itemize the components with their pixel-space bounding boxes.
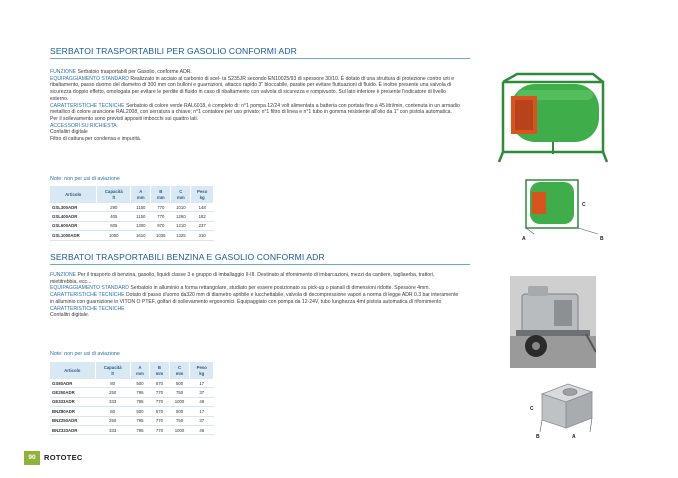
value-cell: 1000 — [169, 425, 190, 434]
dim-label-a: A — [522, 236, 526, 242]
value-cell: 182 — [191, 212, 214, 221]
value-cell: 750 — [169, 388, 190, 397]
green-tank-diagram — [520, 176, 610, 246]
s1-equip-label: EQUIPAGGIAMENTO STANDARD — [50, 75, 129, 82]
dim-label-b: B — [600, 236, 604, 242]
table-row — [50, 212, 214, 221]
table-row — [50, 425, 214, 434]
article-code-cell: GE250ADR — [50, 388, 95, 397]
dim-label-c: C — [530, 406, 534, 412]
column-header: Capacità lt — [95, 362, 130, 379]
table-row — [50, 397, 214, 406]
section1-title: SERBATOI TRASPORTABILI PER GASOLIO CONFORMI ADR — [50, 46, 297, 56]
s2-tech2-item: Contalitri digitale. — [50, 312, 90, 319]
article-code-cell: BNZ80ADR — [50, 407, 95, 416]
s2-equip-text: Serbatoio in alluminio a forma rettangolare, studiato per essere posizionato su pick-up o pianali di dimensioni ridotte. Spessore 4mm. — [128, 285, 430, 292]
section2-title: SERBATOI TRASPORTABILI BENZINA E GASOLIO CONFORMI ADR — [50, 252, 325, 262]
value-cell: 770 — [150, 425, 169, 434]
value-cell: 310 — [191, 231, 214, 240]
value-cell: 500 — [169, 379, 190, 388]
value-cell: 1010 — [171, 203, 191, 212]
column-header: B mm — [150, 362, 169, 379]
s2-tech2-label: CARATTERISTICHE TECNICHE — [50, 305, 125, 312]
value-cell: 500 — [130, 379, 149, 388]
page-number: 90 — [24, 451, 40, 465]
column-header: B mm — [151, 186, 171, 203]
value-cell: 17 — [190, 379, 214, 388]
s1-funzione-label: FUNZIONE — [50, 69, 77, 75]
value-cell: 500 — [169, 407, 190, 416]
column-header: Peso kg — [191, 186, 214, 203]
trailer-tank-photo — [510, 276, 596, 368]
article-code-cell: GSL600ADR — [50, 221, 97, 230]
value-cell: 770 — [150, 397, 169, 406]
value-cell: 1260 — [171, 212, 191, 221]
article-code-cell: GE333ADR — [50, 397, 95, 406]
value-cell: 148 — [191, 203, 214, 212]
value-cell: 795 — [130, 388, 149, 397]
s1-note: Note: non per usi di aviazione — [50, 176, 120, 182]
green-tank-photo — [497, 72, 609, 164]
s1-funzione-text: Serbatoio trasportabili per Gasolio, conforme ADR. — [76, 69, 192, 75]
alu-tank-diagram — [528, 380, 598, 442]
s2-note: Note: non per usi di aviazione — [50, 351, 120, 357]
article-code-cell: GSL300ADR — [50, 203, 97, 212]
dim-label-c: C — [582, 202, 586, 208]
section2-divider — [50, 264, 470, 265]
value-cell: 570 — [150, 379, 169, 388]
s1-accessori-item: Filtro di cattura per condensa e impurità. — [50, 136, 142, 143]
column-header: A mm — [131, 186, 151, 203]
value-cell: 770 — [150, 388, 169, 397]
value-cell: 970 — [151, 221, 171, 230]
column-header: Articolo — [50, 186, 97, 203]
value-cell: 770 — [151, 212, 171, 221]
article-code-cell: GS80ADR — [50, 379, 95, 388]
section2-description — [50, 272, 460, 319]
value-cell: 1150 — [131, 203, 151, 212]
table-header-row — [50, 362, 214, 379]
value-cell: 750 — [169, 416, 190, 425]
column-header: Peso kg — [190, 362, 214, 379]
value-cell: 37 — [190, 388, 214, 397]
column-header: Articolo — [50, 362, 95, 379]
s2-tech-label: CARATTERISTICHE TECNICHE — [50, 292, 125, 299]
brand-name: ROTOTEC — [44, 453, 83, 462]
value-cell: 1150 — [131, 212, 151, 221]
dim-label-a: A — [572, 434, 576, 440]
value-cell: 290 — [97, 203, 131, 212]
value-cell: 48 — [190, 425, 214, 434]
table-header-row — [50, 186, 214, 203]
value-cell: 250 — [95, 416, 130, 425]
value-cell: 1000 — [97, 231, 131, 240]
value-cell: 80 — [95, 379, 130, 388]
s2-funzione-text: Per il trasporto di benzina, gasolio, liquidi classe 3 e gruppo di imballaggio II-III. Destinato al rifornimento di imbarcazioni, mezzi da cantiere, tagliaerba, trattori, mietitrebbia, ecc... — [50, 272, 435, 285]
value-cell: 1325 — [171, 231, 191, 240]
value-cell: 37 — [190, 416, 214, 425]
article-code-cell: GSL400ADR — [50, 212, 97, 221]
value-cell: 795 — [130, 397, 149, 406]
column-header: A mm — [130, 362, 149, 379]
s1-equip-text: Realizzato in acciaio al carbonio di scel- ta S235JR secondo EN10025/93 di spessore 30/10. È dotato di una struttura di protezione contro urti e ribaltamento, passo duomo del diametro di 300 mm con bulloni e guarnizioni, attacco rapido 3" bloccabile, paratie per evitare fluttuazioni di fluido. È inoltre presente una valvola di sicurezza doppio effetto, omologata per evitare le perdite di fluido in caso di ribaltamento con valvola di sicurezza e rompivuoto. Sul lato inferiore è presente l'indicatore di livello esterno. — [50, 75, 455, 102]
table-row — [50, 221, 214, 230]
value-cell: 605 — [97, 221, 131, 230]
s1-spec-table — [50, 186, 214, 241]
s1-tech-label: CARATTERISTICHE TECNICHE — [50, 102, 125, 109]
value-cell: 333 — [95, 397, 130, 406]
s1-accessori-label: ACCESSORI SU RICHIESTA — [50, 122, 117, 129]
s2-equip-label: EQUIPAGGIAMENTO STANDARD — [50, 285, 129, 292]
article-code-cell: GSL1000ADR — [50, 231, 97, 240]
column-header: C mm — [169, 362, 190, 379]
table-row — [50, 416, 214, 425]
value-cell: 1035 — [151, 231, 171, 240]
value-cell: 795 — [130, 416, 149, 425]
value-cell: 795 — [130, 425, 149, 434]
value-cell: 250 — [95, 388, 130, 397]
value-cell: 333 — [95, 425, 130, 434]
value-cell: 1300 — [131, 221, 151, 230]
value-cell: 1610 — [131, 231, 151, 240]
value-cell: 1210 — [171, 221, 191, 230]
column-header: C mm — [171, 186, 191, 203]
value-cell: 770 — [150, 416, 169, 425]
table-row — [50, 203, 214, 212]
value-cell: 237 — [191, 221, 214, 230]
article-code-cell: BNZ250ADR — [50, 416, 95, 425]
s1-accessori-item: Contalitri digitale — [50, 129, 88, 136]
section1-description — [50, 69, 460, 143]
table-row — [50, 379, 214, 388]
s2-tech-text: Dotato di passo d'uomo da320 mm di diametro apribile e lucchettabile, valvola di decompressione vapori a norma di legge ADR 0.3 bar interamente in alluminio con guarnizione in VITON O PTEF, golfari di sollevamento ergonomici. Equipaggiato con pompa da 12-24V, tubo lunghezza 4mt pistola automatica di rifornimento — [50, 292, 459, 305]
value-cell: 48 — [190, 397, 214, 406]
value-cell: 500 — [130, 407, 149, 416]
dim-label-b: B — [536, 434, 540, 440]
table-row — [50, 407, 214, 416]
article-code-cell: BNZ333ADR — [50, 425, 95, 434]
value-cell: 570 — [150, 407, 169, 416]
s2-funzione-label: FUNZIONE — [50, 272, 77, 278]
column-header: Capacità lt — [97, 186, 131, 203]
table-row — [50, 231, 214, 240]
s2-spec-table — [50, 362, 214, 435]
section1-divider — [50, 58, 470, 59]
value-cell: 17 — [190, 407, 214, 416]
value-cell: 1000 — [169, 397, 190, 406]
value-cell: 405 — [97, 212, 131, 221]
value-cell: 80 — [95, 407, 130, 416]
value-cell: 770 — [151, 203, 171, 212]
table-row — [50, 388, 214, 397]
s1-tech-text: Serbatoio di colore verde RAL6018, è completo di: n°1 pompa 12/24 volt alimentata a batteria con portata fino a 45 litri/min, contenuta in un armadio metallico di colore arancione RAL2008, con serratura a chiave; n°1 contatore per uso privato; n°1 filtro di linea e n°1 tubo in gomma resistente all'olio da 1" con pistola automatica. Per il sollevamento sono previsti appositi imbocchi sui quattro lati. — [50, 102, 460, 122]
